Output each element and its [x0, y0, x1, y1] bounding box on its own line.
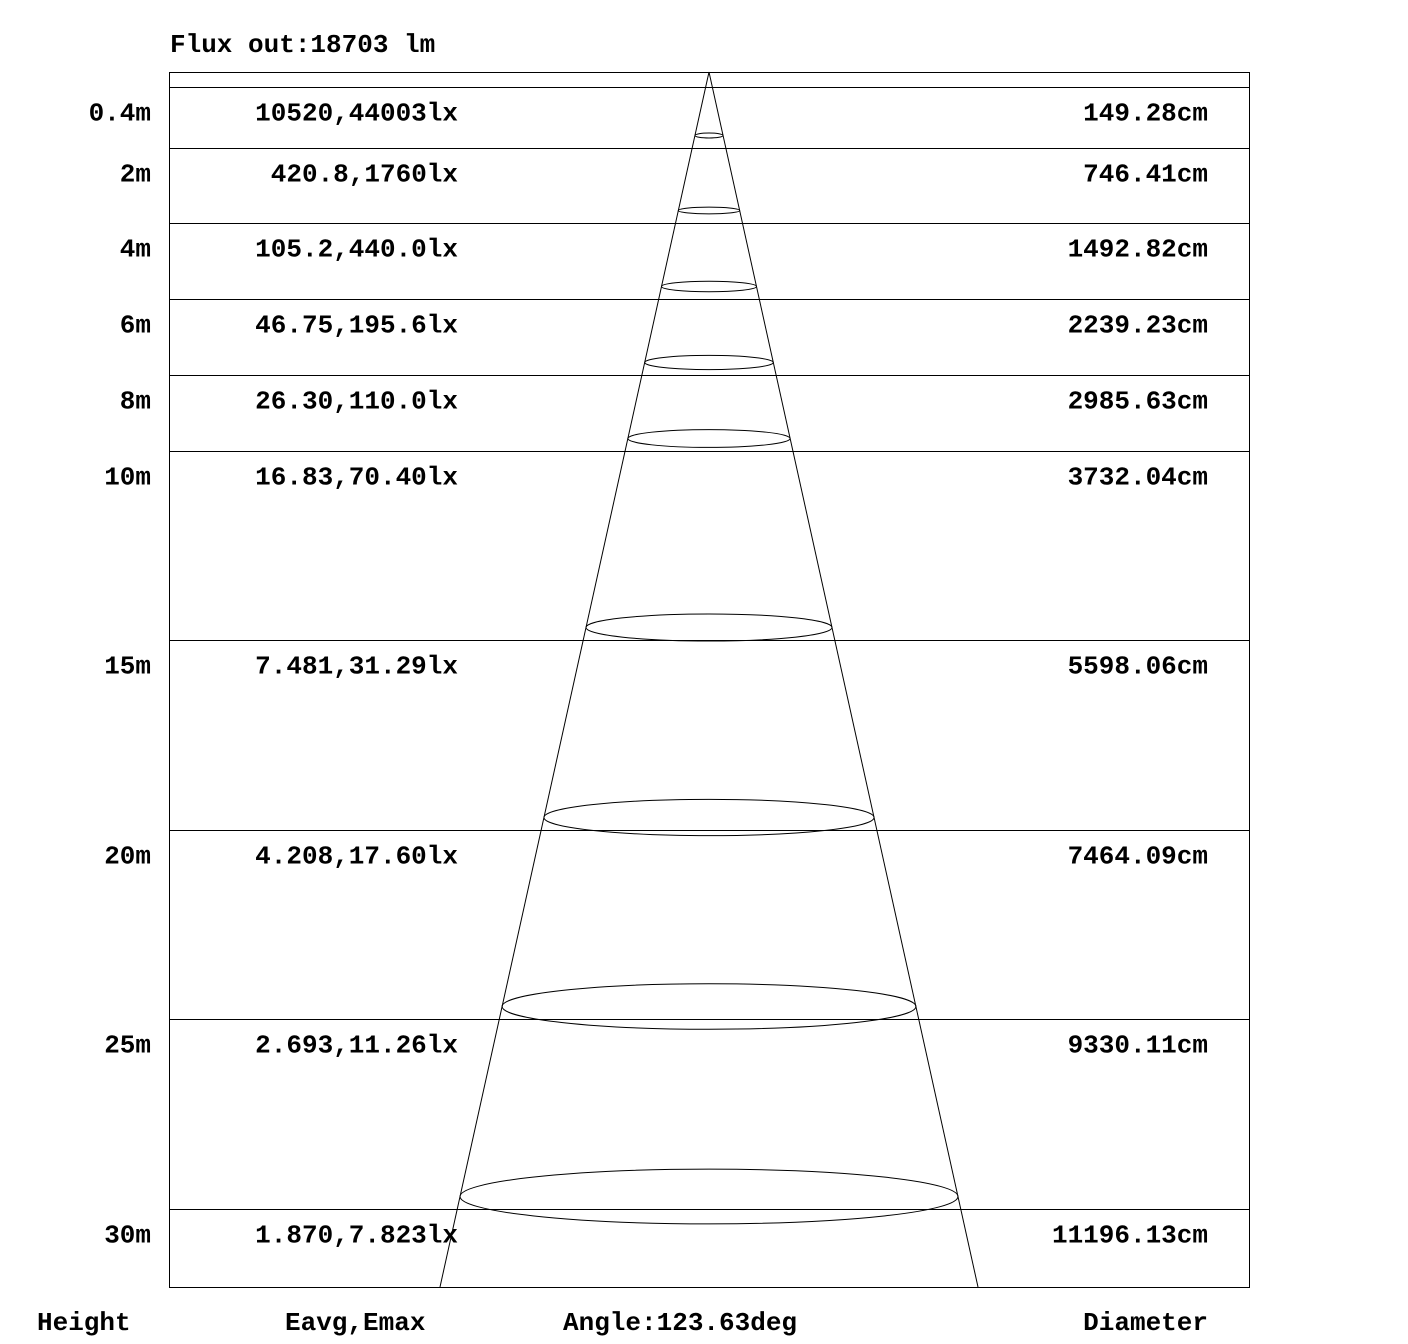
illuminance-value: 7.481,31.29lx: [255, 651, 458, 682]
illuminance-value: 420.8,1760lx: [270, 159, 458, 190]
diameter-value: 746.41cm: [1083, 159, 1208, 190]
beam-ellipse: [460, 1169, 958, 1224]
beam-ellipse: [586, 614, 832, 641]
height-value: 2m: [119, 159, 151, 190]
diameter-value: 2985.63cm: [1067, 386, 1208, 417]
illuminance-value: 2.693,11.26lx: [255, 1030, 458, 1061]
diameter-value: 2239.23cm: [1067, 310, 1208, 341]
diameter-column-label: Diameter: [1083, 1308, 1208, 1338]
beam-angle-label: Angle:123.63deg: [563, 1308, 798, 1338]
height-value: 0.4m: [88, 98, 151, 129]
beam-ellipse: [502, 984, 916, 1030]
height-column-label: Height: [37, 1308, 131, 1338]
diameter-value: 3732.04cm: [1067, 462, 1208, 493]
height-value: 30m: [104, 1220, 151, 1251]
beam-ellipse: [628, 430, 790, 448]
beam-ellipse: [645, 355, 774, 369]
height-value: 10m: [104, 462, 151, 493]
height-value: 25m: [104, 1030, 151, 1061]
illuminance-value: 105.2,440.0lx: [255, 234, 458, 265]
beam-ellipses: [460, 133, 958, 1224]
diameter-value: 1492.82cm: [1067, 234, 1208, 265]
light-cone: [440, 72, 978, 1287]
flux-title: Flux out:18703 lm: [170, 30, 436, 60]
illuminance-value: 46.75,195.6lx: [255, 310, 458, 341]
height-value: 4m: [119, 234, 151, 265]
beam-ellipse: [662, 281, 757, 291]
cone-left-edge: [440, 72, 709, 1287]
height-value: 15m: [104, 651, 151, 682]
illuminance-value: 1.870,7.823lx: [255, 1220, 458, 1251]
illuminance-column-label: Eavg,Emax: [285, 1308, 426, 1338]
beam-ellipse: [678, 207, 739, 214]
illuminance-value: 4.208,17.60lx: [255, 841, 458, 872]
beam-ellipse: [695, 133, 723, 138]
cone-right-edge: [709, 72, 978, 1287]
diameter-value: 7464.09cm: [1067, 841, 1208, 872]
diameter-value: 5598.06cm: [1067, 651, 1208, 682]
diameter-value: 11196.13cm: [1051, 1220, 1208, 1251]
illuminance-value: 26.30,110.0lx: [255, 386, 458, 417]
diameter-value: 9330.11cm: [1067, 1030, 1208, 1061]
height-value: 8m: [119, 386, 151, 417]
height-value: 6m: [119, 310, 151, 341]
illuminance-value: 16.83,70.40lx: [255, 462, 458, 493]
height-value: 20m: [104, 841, 151, 872]
illuminance-value: 10520,44003lx: [255, 98, 458, 129]
row-labels: [89, 99, 1208, 1251]
diameter-value: 149.28cm: [1083, 98, 1208, 129]
